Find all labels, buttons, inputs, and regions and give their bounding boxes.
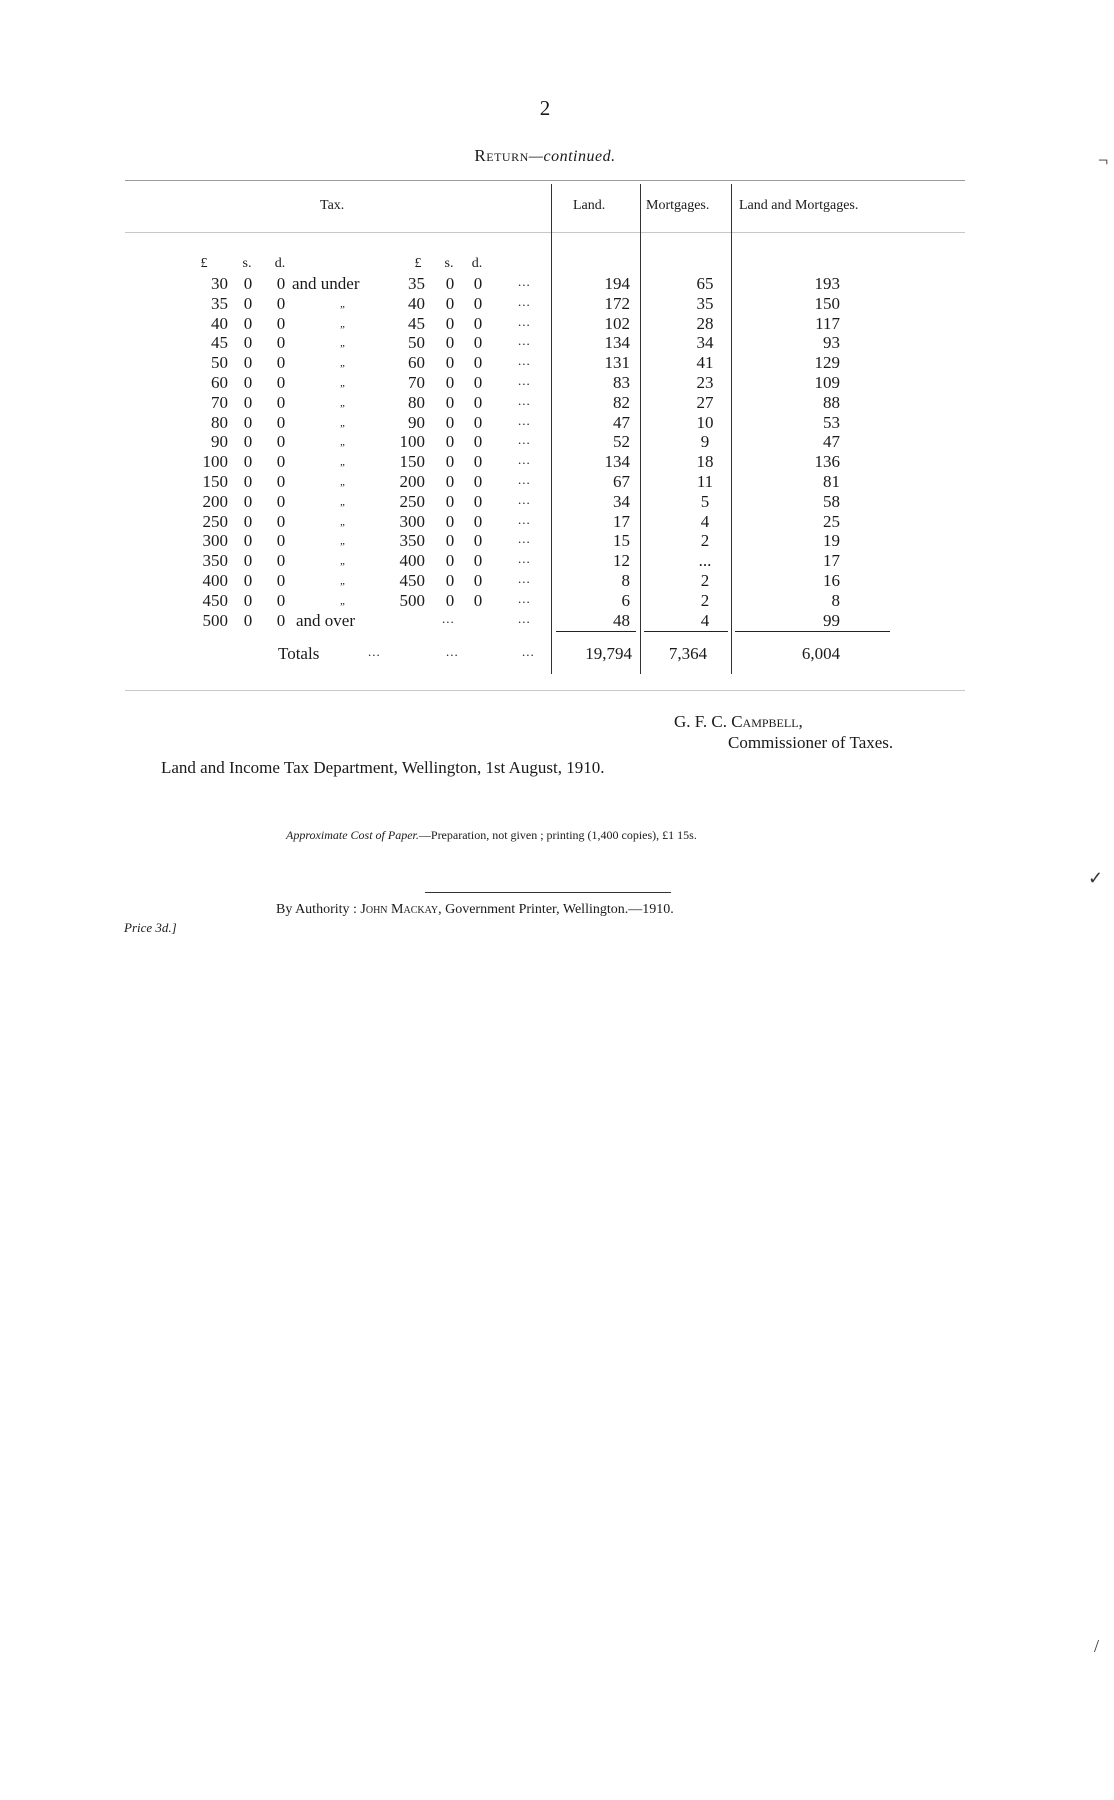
to-pence: 0 [473, 472, 483, 491]
table-row [0, 591, 1114, 611]
table-row [0, 373, 1114, 393]
land-and-mortgages-count: 136 [814, 452, 840, 472]
ditto-mark: „ [340, 377, 347, 389]
from-shillings: 0 [243, 353, 253, 373]
ditto-mark: „ [340, 594, 347, 607]
column-header-mortgages: Mortgages. [646, 198, 710, 213]
leader-dots: ... [518, 293, 531, 309]
to-shillings: 0 [445, 333, 455, 353]
leader-dots: ... [522, 644, 535, 659]
land-and-mortgages-count: 129 [814, 353, 840, 373]
ditto-mark: „ [340, 456, 347, 469]
leader-dots: ... [368, 644, 381, 659]
table-row [0, 452, 1114, 472]
from-pence: 0 [276, 274, 286, 293]
from-pence: 0 [276, 452, 286, 472]
from-shillings: 0 [243, 511, 253, 531]
land-count: 83 [613, 373, 630, 392]
mortgages-count: 28 [696, 313, 714, 333]
to-shillings: 0 [445, 432, 455, 452]
land-and-mortgages-count: 193 [814, 274, 840, 293]
leader-dots: ... [518, 590, 531, 606]
to-pence: 0 [473, 571, 483, 590]
table-row [0, 492, 1114, 512]
table-row [0, 531, 1114, 551]
mortgages-count: 5 [700, 491, 710, 511]
leader-dots: ... [518, 392, 531, 408]
from-pounds: 50 [211, 353, 228, 373]
to-pounds: 90 [408, 412, 425, 432]
to-pence: 0 [473, 551, 483, 571]
and-over-label: and over [296, 610, 356, 630]
leader-dots: ... [442, 610, 455, 626]
mortgages-count: 11 [696, 472, 714, 491]
to-pence: 0 [473, 353, 483, 373]
from-pence: 0 [276, 432, 286, 452]
table-row [0, 413, 1114, 433]
to-shillings: 0 [445, 571, 455, 590]
land-count: 8 [621, 571, 630, 590]
land-and-mortgages-count: 93 [823, 333, 840, 353]
leader-dots: ... [518, 571, 531, 586]
table-row [0, 314, 1114, 334]
to-pounds: 200 [399, 472, 425, 491]
from-pence: 0 [276, 373, 286, 392]
land-count: 12 [613, 551, 630, 571]
totals-rule-land [556, 631, 636, 632]
land-and-mortgages-count: 8 [831, 590, 840, 610]
from-pounds: 350 [202, 551, 228, 571]
land-count: 52 [613, 432, 630, 452]
unit-pound: £ [200, 256, 208, 271]
land-and-mortgages-count: 99 [823, 610, 840, 630]
land-and-mortgages-count: 17 [823, 551, 840, 571]
land-and-mortgages-count: 150 [814, 293, 840, 313]
table-bottom-rule [125, 690, 965, 691]
to-pounds: 150 [399, 452, 425, 472]
land-and-mortgages-count: 88 [823, 392, 840, 412]
from-shillings: 0 [243, 531, 253, 551]
leader-dots: ... [518, 610, 531, 626]
leader-dots: ... [518, 551, 531, 567]
table-row [0, 274, 1114, 294]
cost-note-text: —Preparation, not given ; printing (1,400 copies), £1 15s. [418, 828, 697, 842]
table-heading [0, 146, 1090, 166]
price: Price 3d.] [124, 920, 177, 935]
ditto-mark: „ [340, 495, 347, 508]
table-row [0, 551, 1114, 571]
land-and-mortgages-count: 47 [823, 432, 840, 452]
ditto-mark: „ [340, 337, 347, 350]
leader-dots: ... [518, 313, 531, 329]
to-pounds: 35 [408, 274, 425, 293]
leader-dots: ... [518, 353, 531, 369]
to-shillings: 0 [445, 353, 455, 373]
from-pounds: 100 [202, 452, 228, 472]
to-shillings: 0 [445, 313, 455, 333]
heading-suffix: —continued. [528, 148, 616, 165]
to-pence: 0 [473, 511, 483, 531]
from-pounds: 150 [202, 472, 228, 491]
from-pence: 0 [276, 392, 286, 412]
to-pounds: 60 [408, 353, 425, 373]
unit-pence: d. [274, 256, 286, 271]
table-row [0, 353, 1114, 373]
to-shillings: 0 [445, 293, 455, 313]
totals-label: Totals [278, 644, 320, 663]
to-pounds: 400 [399, 551, 425, 571]
totals-mortgages: 7,364 [668, 644, 708, 663]
to-pence: 0 [473, 531, 483, 551]
leader-dots: ... [518, 373, 531, 388]
from-shillings: 0 [243, 551, 253, 571]
land-and-mortgages-count: 53 [823, 412, 840, 432]
from-shillings: 0 [243, 392, 253, 412]
to-pounds: 40 [408, 293, 425, 313]
ditto-mark: „ [340, 535, 347, 548]
from-pounds: 35 [211, 293, 228, 313]
from-shillings: 0 [243, 432, 253, 452]
land-count: 134 [604, 452, 630, 472]
ditto-mark: „ [340, 555, 347, 568]
mortgages-count: 2 [700, 571, 710, 590]
mortgages-count: 9 [700, 432, 710, 452]
to-pence: 0 [473, 452, 483, 472]
from-pence: 0 [276, 353, 286, 373]
from-shillings: 0 [243, 452, 253, 472]
from-shillings: 0 [243, 590, 253, 610]
land-and-mortgages-count: 81 [823, 472, 840, 491]
authority-suffix: Government Printer, Wellington.—1910. [445, 902, 674, 917]
table-row [0, 512, 1114, 532]
mortgages-count: 41 [696, 353, 714, 373]
to-pounds: 250 [399, 491, 425, 511]
land-and-mortgages-count: 19 [823, 531, 840, 551]
totals-land-and-mortgages: 6,004 [801, 644, 841, 663]
land-count: 47 [613, 412, 630, 432]
mortgages-count: 27 [696, 392, 714, 412]
from-pounds: 45 [211, 333, 228, 353]
leader-dots: ... [518, 511, 531, 527]
to-pounds: 450 [399, 571, 425, 590]
to-pounds: 100 [399, 432, 425, 452]
table-head-rule [125, 232, 965, 233]
mortgages-count: 23 [696, 373, 714, 392]
from-shillings: 0 [243, 412, 253, 432]
table-top-rule [125, 180, 965, 181]
leader-dots: ... [518, 491, 531, 507]
mortgages-count: 65 [696, 274, 714, 293]
unit-shilling: s. [242, 256, 252, 271]
dateline: Land and Income Tax Department, Wellington, 1st August, 1910. [161, 758, 605, 777]
from-shillings: 0 [243, 472, 253, 491]
table-row [0, 472, 1114, 492]
from-pounds: 40 [211, 313, 228, 333]
from-pounds: 200 [202, 491, 228, 511]
units-row [0, 254, 1114, 274]
cost-note [286, 828, 697, 843]
from-shillings: 0 [243, 333, 253, 353]
from-pence: 0 [276, 333, 286, 353]
land-count: 34 [613, 491, 630, 511]
mortgages-count: 4 [700, 511, 710, 531]
land-and-mortgages-count: 58 [823, 491, 840, 511]
totals-row [0, 644, 1114, 664]
leader-dots: ... [518, 274, 531, 289]
from-pence: 0 [276, 590, 286, 610]
land-count: 134 [604, 333, 630, 353]
totals-rule-both [735, 631, 890, 632]
ditto-mark: „ [340, 357, 347, 370]
to-pounds: 500 [399, 590, 425, 610]
mortgages-count: 35 [696, 293, 714, 313]
ditto-mark: „ [340, 515, 347, 528]
unit-pence: d. [471, 256, 483, 271]
page-number: 2 [539, 96, 551, 120]
leader-dots: ... [518, 333, 531, 349]
mortgages-count: 2 [700, 531, 710, 551]
from-pounds: 70 [211, 392, 228, 412]
to-shillings: 0 [445, 412, 455, 432]
to-shillings: 0 [445, 373, 455, 392]
land-count: 15 [613, 531, 630, 551]
from-pounds: 500 [202, 610, 228, 630]
from-pounds: 60 [211, 373, 228, 392]
from-pounds: 400 [202, 571, 228, 590]
from-pounds: 90 [211, 432, 228, 452]
from-pounds: 300 [202, 531, 228, 551]
mortgages-count: 4 [700, 610, 710, 630]
to-pence: 0 [473, 412, 483, 432]
leader-dots: ... [518, 472, 531, 487]
land-and-mortgages-count: 117 [815, 313, 840, 333]
from-pence: 0 [276, 551, 286, 571]
to-pence: 0 [473, 373, 483, 392]
column-header-tax: Tax. [320, 198, 345, 213]
to-shillings: 0 [445, 511, 455, 531]
from-pence: 0 [276, 472, 286, 491]
land-count: 67 [613, 472, 630, 491]
from-pence: 0 [276, 571, 286, 590]
land-and-mortgages-count: 109 [814, 373, 840, 392]
from-pence: 0 [276, 511, 286, 531]
land-count: 17 [613, 511, 630, 531]
from-pence: 0 [276, 293, 286, 313]
signatory-name: G. F. C. Campbell, [674, 712, 803, 731]
leader-dots: ... [518, 432, 531, 448]
mortgages-count: 34 [696, 333, 714, 353]
to-pounds: 70 [408, 373, 425, 392]
mortgages-count: 2 [700, 590, 710, 610]
margin-mark: ¬ [1098, 150, 1109, 170]
from-shillings: 0 [243, 313, 253, 333]
land-count: 6 [621, 590, 630, 610]
to-pence: 0 [473, 392, 483, 412]
ditto-mark: „ [340, 416, 347, 429]
totals-rule-mortgages [644, 631, 728, 632]
to-pounds: 45 [408, 313, 425, 333]
land-count: 48 [613, 610, 630, 630]
unit-shilling: s. [444, 256, 454, 271]
leader-dots: ... [518, 412, 531, 428]
from-shillings: 0 [243, 293, 253, 313]
to-shillings: 0 [445, 590, 455, 610]
ditto-mark: „ [340, 575, 347, 587]
to-shillings: 0 [445, 452, 455, 472]
table-row [0, 432, 1114, 452]
from-pence: 0 [276, 313, 286, 333]
table-row [0, 611, 1114, 631]
table-row [0, 393, 1114, 413]
totals-land: 19,794 [585, 644, 632, 663]
from-pence: 0 [276, 412, 286, 432]
to-pence: 0 [473, 293, 483, 313]
signatory-title: Commissioner of Taxes. [728, 733, 894, 752]
ditto-mark: „ [340, 396, 347, 409]
margin-mark: / [1094, 1636, 1100, 1656]
from-shillings: 0 [243, 274, 253, 293]
to-pence: 0 [473, 313, 483, 333]
land-count: 131 [604, 353, 630, 373]
land-count: 172 [604, 293, 630, 313]
to-shillings: 0 [445, 392, 455, 412]
land-count: 194 [604, 274, 630, 293]
ditto-mark: „ [340, 317, 347, 330]
to-shillings: 0 [445, 491, 455, 511]
land-and-mortgages-count: 16 [823, 571, 840, 590]
to-shillings: 0 [445, 551, 455, 571]
authority-prefix: By Authority : [276, 902, 357, 917]
column-header-land: Land. [573, 198, 606, 213]
from-pence: 0 [276, 610, 286, 630]
from-pounds: 450 [202, 590, 228, 610]
mortgages-count: 18 [696, 452, 714, 472]
from-pence: 0 [276, 531, 286, 551]
table-row [0, 333, 1114, 353]
margin-mark: ✓ [1088, 868, 1104, 888]
to-pence: 0 [473, 333, 483, 353]
to-shillings: 0 [445, 472, 455, 491]
to-pence: 0 [473, 590, 483, 610]
table-row [0, 571, 1114, 591]
table-row [0, 294, 1114, 314]
to-pence: 0 [473, 491, 483, 511]
ditto-mark: „ [340, 476, 347, 488]
cost-note-label: Approximate Cost of Paper. [286, 828, 419, 842]
column-header-land-and-mortgages: Land and Mortgages. [739, 198, 859, 213]
to-pounds: 50 [408, 333, 425, 353]
from-shillings: 0 [243, 491, 253, 511]
to-pounds: 300 [399, 511, 425, 531]
leader-dots: ... [518, 531, 531, 547]
from-pounds: 250 [202, 511, 228, 531]
from-pence: 0 [276, 491, 286, 511]
to-pounds: 350 [399, 531, 425, 551]
ditto-mark: „ [340, 297, 347, 310]
land-count: 82 [613, 392, 630, 412]
from-pounds: 30 [211, 274, 228, 293]
imprint-rule [425, 892, 671, 893]
from-shillings: 0 [243, 610, 253, 630]
unit-pound: £ [414, 256, 422, 271]
leader-dots: ... [518, 452, 531, 468]
ditto-mark: „ [340, 436, 347, 449]
authority-line [276, 902, 674, 918]
to-shillings: 0 [445, 531, 455, 551]
land-and-mortgages-count: 25 [823, 511, 840, 531]
from-pounds: 80 [211, 412, 228, 432]
leader-dots: ... [446, 644, 459, 659]
to-pounds: 80 [408, 392, 425, 412]
from-shillings: 0 [243, 571, 253, 590]
printer-name: John Mackay, [360, 902, 442, 917]
and-under-label: and under [292, 274, 360, 293]
to-shillings: 0 [445, 274, 455, 293]
heading-prefix: Return [474, 146, 529, 165]
from-shillings: 0 [243, 373, 253, 392]
to-pence: 0 [473, 274, 483, 293]
mortgages-count: ... [698, 551, 712, 571]
to-pence: 0 [473, 432, 483, 452]
mortgages-count: 10 [696, 412, 714, 432]
land-count: 102 [604, 313, 630, 333]
